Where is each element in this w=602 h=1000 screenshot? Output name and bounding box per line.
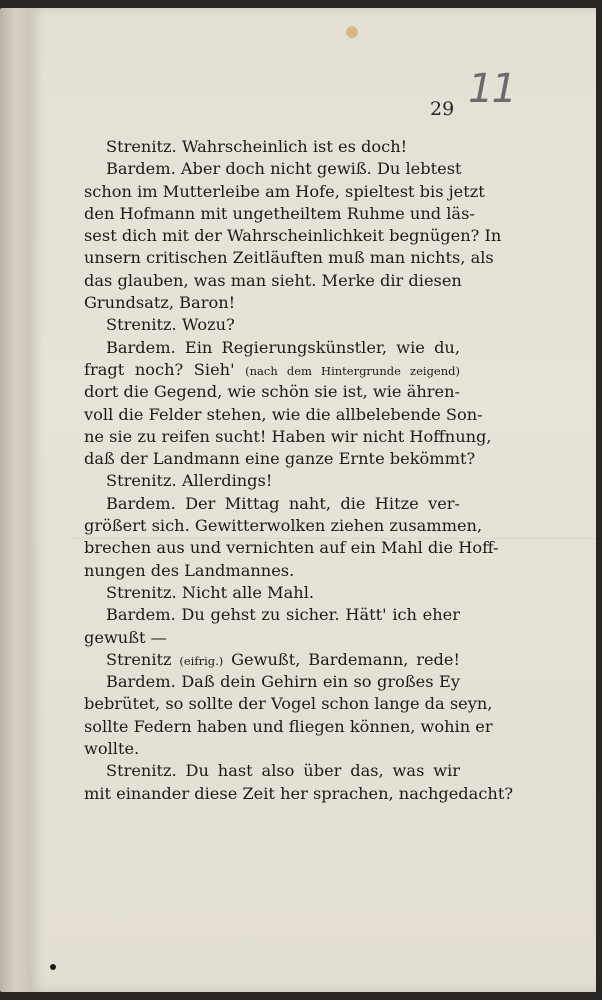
text-line: dort die Gegend, wie schön sie ist, wie ähren-	[84, 382, 460, 402]
text-line: das glauben, was man sieht. Merke dir diesen	[84, 270, 462, 290]
text-line: schon im Mutterleibe am Hofe, spieltest bis jetzt	[84, 181, 485, 201]
text-line: Bardem. Der Mittag naht, die Hitze ver-	[106, 493, 460, 513]
text-line: unsern critischen Zeitläuften muß man nichts, als	[84, 248, 494, 268]
text-line: Bardem. Daß dein Gehirn ein so großes Ey	[106, 672, 460, 692]
text-line: Strenitz. Wozu?	[106, 315, 235, 335]
text-line: Strenitz. Wahrscheinlich ist es doch!	[106, 137, 408, 156]
text-line: sollte Federn haben und fliegen können, wohin er	[84, 716, 493, 736]
text-line: brechen aus und vernichten auf ein Mahl die Hoff-	[84, 538, 499, 558]
text-line: ne sie zu reifen sucht! Haben wir nicht Hoffnung,	[84, 426, 492, 446]
handwritten-folio-mark: 11	[468, 66, 515, 112]
page-number: 29	[430, 98, 455, 120]
text-line: wollte.	[84, 739, 140, 759]
text-span: Gewußt, Bardemann, rede!	[231, 649, 460, 669]
speaker-name: Strenitz	[106, 649, 172, 669]
text-line: daß der Landmann eine ganze Ernte bekömmt?	[84, 449, 476, 469]
text-line: Bardem. Ein Regierungskünstler, wie du,	[106, 337, 460, 357]
text-line: gewußt —	[84, 627, 167, 647]
paper-stain	[346, 26, 358, 38]
text-line: voll die Felder stehen, wie die allbelebende Son-	[84, 404, 483, 424]
text-span: fragt noch? Sieh'	[84, 359, 235, 379]
text-line: nungen des Landmannes.	[84, 560, 295, 580]
text-line: bebrütet, so sollte der Vogel schon lange da seyn,	[84, 694, 493, 714]
text-line: mit einander diese Zeit her sprachen, nachgedacht?	[84, 783, 514, 803]
text-line: sest dich mit der Wahrscheinlichkeit begnügen? In	[84, 226, 502, 246]
text-line	[84, 649, 460, 671]
text-line: größert sich. Gewitterwolken ziehen zusammen,	[84, 516, 483, 536]
ink-dot	[50, 964, 56, 970]
stage-direction: (eifrig.)	[179, 653, 224, 668]
text-line	[84, 359, 460, 381]
text-line: Strenitz. Du hast also über das, was wir	[106, 761, 460, 781]
text-line: Strenitz. Nicht alle Mahl.	[106, 582, 315, 602]
text-line: den Hofmann mit ungetheiltem Ruhme und läs-	[84, 203, 475, 223]
body-text	[84, 136, 514, 805]
text-line: Bardem. Aber doch nicht gewiß. Du lebtest	[106, 159, 462, 179]
text-line: Grundsatz, Baron!	[84, 293, 236, 313]
text-line: Strenitz. Allerdings!	[106, 471, 273, 491]
stage-direction: (nach dem Hintergrunde zeigend)	[245, 363, 460, 378]
text-line: Bardem. Du gehst zu sicher. Hätt' ich eher	[106, 605, 460, 625]
